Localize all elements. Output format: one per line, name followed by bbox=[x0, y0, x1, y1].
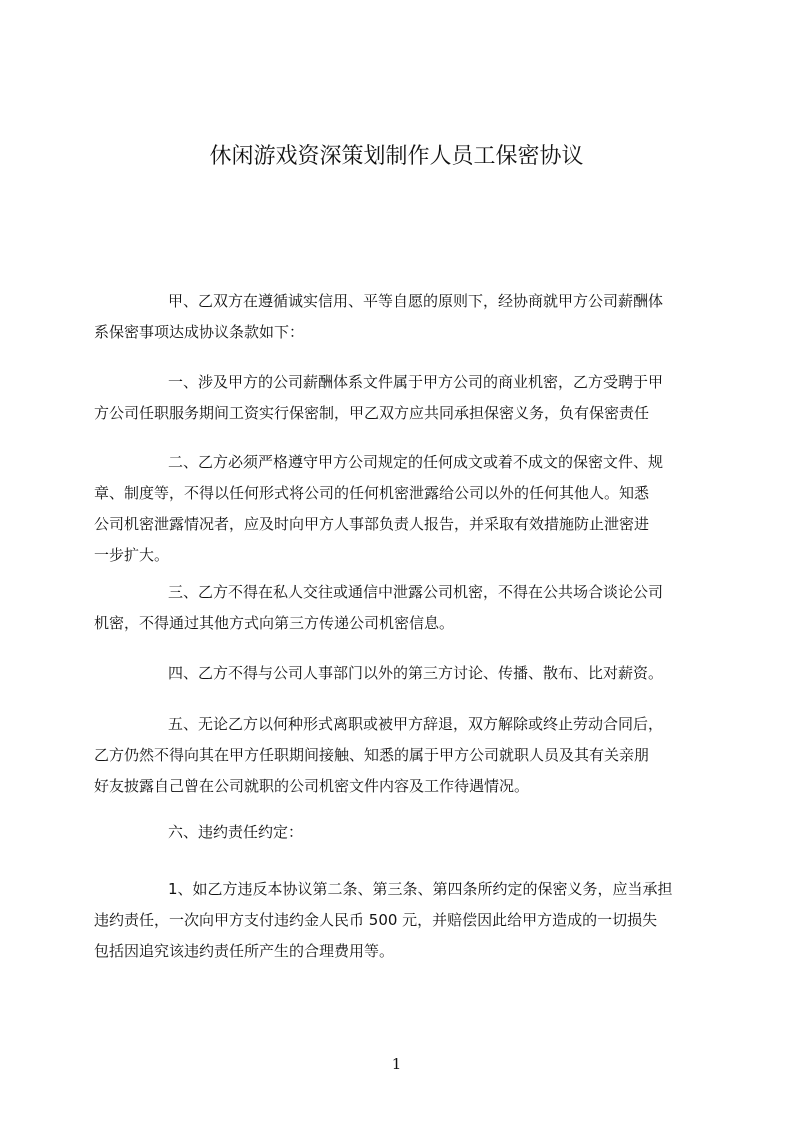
page-number: 1 bbox=[391, 1055, 402, 1073]
paragraph-line: 章、制度等，不得以任何形式将公司的任何机密泄露给公司以外的任何其他人。知悉 bbox=[94, 484, 650, 502]
paragraph-line: 三、乙方不得在私人交往或通信中泄露公司机密，不得在公共场合谈论公司 bbox=[168, 583, 664, 601]
paragraph-line: 六、违约责任约定： bbox=[168, 823, 304, 841]
paragraph-line: 甲、乙双方在遵循诚实信用、平等自愿的原则下，经协商就甲方公司薪酬体 bbox=[168, 292, 664, 310]
paragraph-clause-2 bbox=[94, 447, 700, 571]
paragraph-subclause-1 bbox=[94, 874, 700, 967]
paragraph-preamble bbox=[94, 286, 700, 348]
document-title: 休闲游戏资深策划制作人员工保密协议 bbox=[209, 144, 584, 169]
paragraph-line: 包括因追究该违约责任所产生的合理费用等。 bbox=[94, 942, 395, 960]
paragraph-line: 五、无论乙方以何种形式离职或被甲方辞退，双方解除或终止劳动合同后， bbox=[168, 715, 664, 733]
paragraph-line: 方公司任职服务期间工资实行保密制，甲乙双方应共同承担保密义务，负有保密责任 bbox=[94, 404, 650, 422]
paragraph-clause-4 bbox=[94, 658, 700, 689]
paragraph-line: 好友披露自己曾在公司就职的公司机密文件内容及工作待遇情况。 bbox=[94, 777, 530, 795]
paragraph-line: 二、乙方必须严格遵守甲方公司规定的任何成文或着不成文的保密文件、规 bbox=[168, 453, 664, 471]
paragraph-line: 1、如乙方违反本协议第二条、第三条、第四条所约定的保密义务，应当承担 bbox=[168, 880, 673, 898]
paragraph-line: 一步扩大。 bbox=[94, 546, 170, 564]
paragraph-line: 一、涉及甲方的公司薪酬体系文件属于甲方公司的商业机密，乙方受聘于甲 bbox=[168, 373, 664, 391]
paragraph-line: 乙方仍然不得向其在甲方任职期间接触、知悉的属于甲方公司就职人员及其有关亲朋 bbox=[94, 746, 650, 764]
paragraph-line: 公司机密泄露情况者，应及时向甲方人事部负责人报告，并采取有效措施防止泄密进 bbox=[94, 515, 650, 533]
paragraph-line: 四、乙方不得与公司人事部门以外的第三方讨论、传播、散布、比对薪资。 bbox=[168, 664, 664, 682]
paragraph-clause-5 bbox=[94, 709, 700, 802]
paragraph-clause-3 bbox=[94, 577, 700, 639]
paragraph-line: 系保密事项达成协议条款如下： bbox=[94, 323, 305, 341]
paragraph-clause-6 bbox=[94, 817, 700, 848]
paragraph-clause-1 bbox=[94, 367, 700, 429]
paragraph-line: 违约责任，一次向甲方支付违约金人民币 500 元，并赔偿因此给甲方造成的一切损失 bbox=[94, 911, 658, 929]
paragraph-line: 机密，不得通过其他方式向第三方传递公司机密信息。 bbox=[94, 614, 455, 632]
